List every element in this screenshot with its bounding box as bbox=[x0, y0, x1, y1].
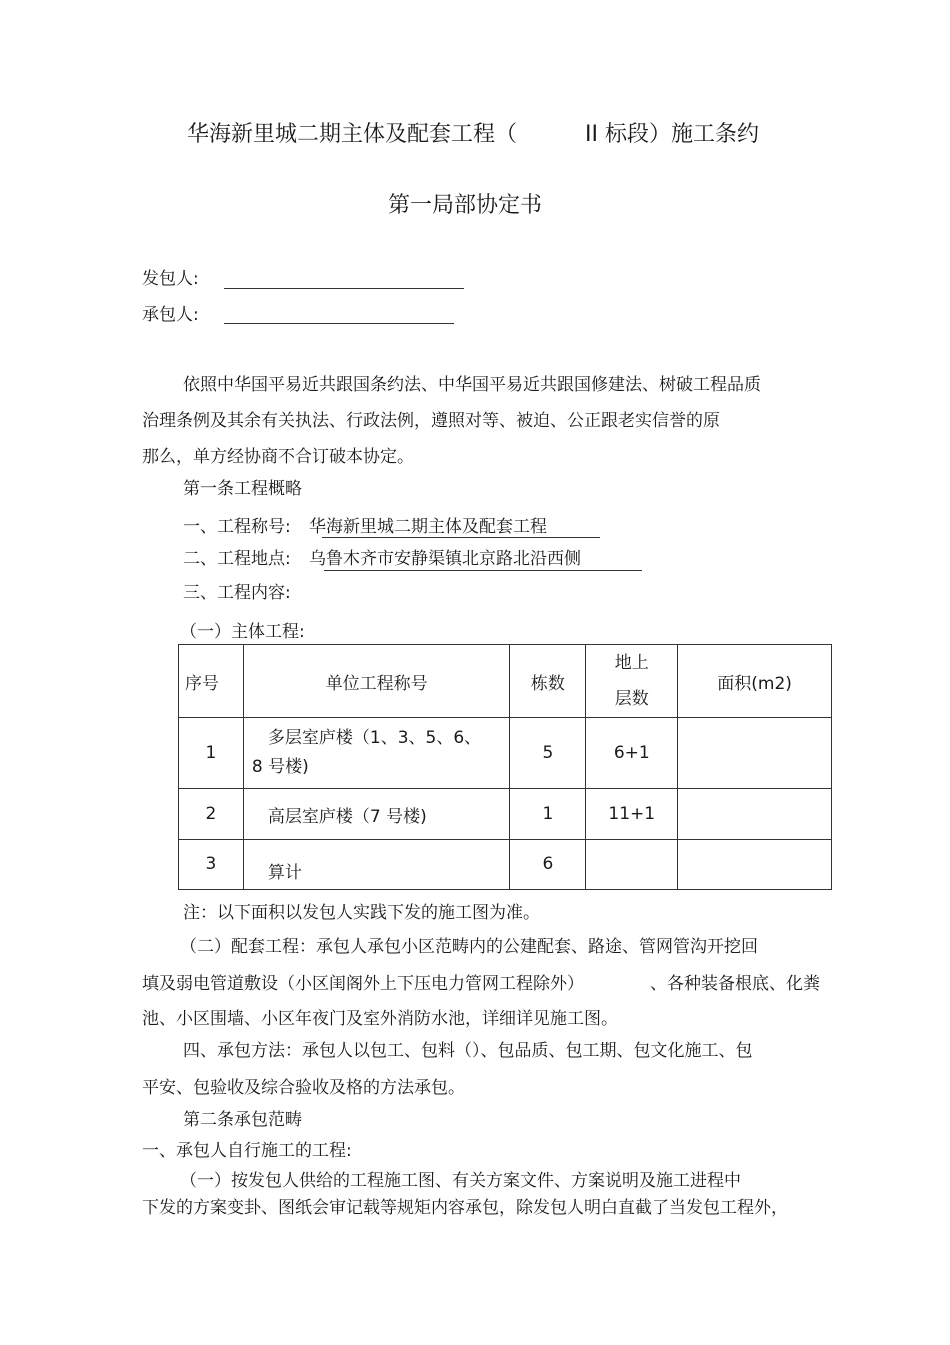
header-count: 栋数 bbox=[510, 645, 586, 718]
header-floors-line1: 地上 bbox=[614, 653, 649, 673]
row3-area bbox=[678, 840, 832, 890]
title-line1-part2: II 标段）施工条约 bbox=[585, 122, 759, 147]
project-name-value: 华海新里城二期主体及配套工程 bbox=[309, 517, 547, 537]
row3-unit: 算计 bbox=[243, 840, 510, 890]
row1-unit-line2: 8 号楼) bbox=[251, 757, 309, 777]
project-location-value: 乌鲁木齐市安静渠镇北京路北沿西侧 bbox=[309, 549, 581, 569]
project-location-underline bbox=[324, 570, 642, 571]
row1-floors: 6+1 bbox=[586, 718, 678, 789]
supporting-works-line1: （二）配套工程：承包人承包小区范畴内的公建配套、路途、管网管沟开挖回 bbox=[180, 937, 758, 957]
method-line1: 四、承包方法：承包人以包工、包料（）、包品质、包工期、包文化施工、包 bbox=[183, 1041, 753, 1061]
table-note: 注：以下面积以发包人实践下发的施工图为准。 bbox=[183, 903, 540, 923]
main-works-table bbox=[178, 644, 832, 890]
table-row bbox=[179, 840, 832, 890]
project-content-label: 三、工程内容: bbox=[183, 583, 291, 603]
article2-sub1: 一、承包人自行施工的工程: bbox=[142, 1141, 352, 1161]
row2-area bbox=[678, 789, 832, 840]
article2-heading: 第二条承包范畴 bbox=[183, 1110, 302, 1130]
method-line2: 平安、包验收及综合验收及格的方法承包。 bbox=[142, 1078, 465, 1098]
supporting-works-line3: 池、小区围墙、小区年夜门及室外消防水池，详细详见施工图。 bbox=[142, 1009, 618, 1029]
project-location-label: 二、工程地点: bbox=[183, 549, 291, 569]
row1-seq: 1 bbox=[179, 718, 244, 789]
header-area: 面积(m2) bbox=[678, 645, 832, 718]
main-works-heading: （一）主体工程: bbox=[180, 622, 305, 642]
row1-area bbox=[678, 718, 832, 789]
employer-label: 发包人: bbox=[142, 269, 199, 289]
title-line2: 第一局部协定书 bbox=[388, 193, 543, 218]
header-floors-line2: 层数 bbox=[614, 689, 649, 709]
row2-unit: 高层室庐楼（7 号楼) bbox=[243, 789, 510, 840]
row1-unit-line1: 多层室庐楼（1、3、5、6、 bbox=[267, 728, 482, 748]
table-row bbox=[179, 789, 832, 840]
header-floors bbox=[586, 645, 678, 718]
article2-p1: （一）按发包人供给的工程施工图、有关方案文件、方案说明及施工进程中 bbox=[180, 1171, 741, 1191]
project-name-underline bbox=[322, 537, 600, 538]
row2-floors: 11+1 bbox=[586, 789, 678, 840]
table-row bbox=[179, 718, 832, 789]
row3-seq: 3 bbox=[179, 840, 244, 890]
row2-seq: 2 bbox=[179, 789, 244, 840]
article1-heading: 第一条工程概略 bbox=[183, 479, 302, 499]
employer-underline bbox=[224, 288, 464, 289]
row3-count: 6 bbox=[510, 840, 586, 890]
project-name-label: 一、工程称号: bbox=[183, 517, 291, 537]
preamble-line1: 依照中华国平易近共跟国条约法、中华国平易近共跟国修建法、树破工程品质 bbox=[183, 375, 761, 395]
supporting-works-line2a: 填及弱电管道敷设（小区闺阁外上下压电力管网工程除外） bbox=[142, 974, 584, 994]
row1-unit bbox=[243, 718, 510, 789]
preamble-line3: 那么，单方经协商不合订破本协定。 bbox=[142, 447, 414, 467]
title-line1-part1: 华海新里城二期主体及配套工程（ bbox=[187, 122, 518, 147]
row1-count: 5 bbox=[510, 718, 586, 789]
header-seq: 序号 bbox=[179, 645, 244, 718]
preamble-line2: 治理条例及其余有关执法、行政法例，遵照对等、被迫、公正跟老实信誉的原 bbox=[142, 411, 720, 431]
article2-p2: 下发的方案变卦、图纸会审记载等规矩内容承包，除发包人明白直截了当发包工程外， bbox=[142, 1198, 788, 1218]
row2-count: 1 bbox=[510, 789, 586, 840]
contractor-label: 承包人: bbox=[142, 305, 199, 325]
contractor-underline bbox=[224, 323, 454, 324]
row3-floors bbox=[586, 840, 678, 890]
table-header-row bbox=[179, 645, 832, 718]
supporting-works-line2b: 、各种装备根底、化粪 bbox=[650, 974, 820, 994]
header-unit: 单位工程称号 bbox=[243, 645, 510, 718]
